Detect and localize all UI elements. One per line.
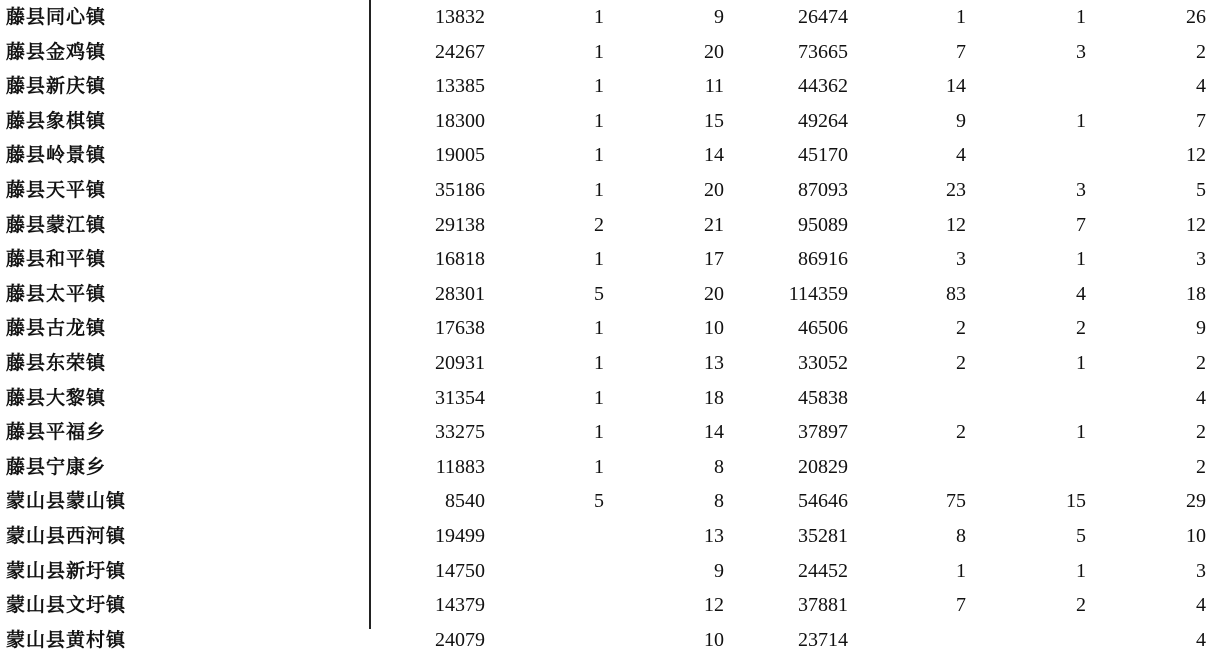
table-row bbox=[0, 588, 1210, 622]
value-cell-col5: 7 bbox=[956, 40, 966, 63]
value-cell-col1: 14750 bbox=[435, 559, 485, 582]
value-cell-col6: 1 bbox=[1076, 248, 1086, 271]
value-cell-col1: 28301 bbox=[435, 282, 485, 305]
value-cell-col1: 13385 bbox=[435, 75, 485, 98]
town-name-cell: 藤县东荣镇 bbox=[6, 352, 107, 374]
value-cell-col7: 29 bbox=[1186, 490, 1206, 513]
value-cell-col3: 10 bbox=[704, 317, 724, 340]
value-cell-col4: 46506 bbox=[798, 317, 848, 340]
value-cell-col5: 83 bbox=[946, 282, 966, 305]
town-name-cell: 藤县金鸡镇 bbox=[6, 40, 107, 63]
value-cell-col5: 75 bbox=[946, 490, 966, 513]
value-cell-col1: 18300 bbox=[435, 109, 485, 132]
value-cell-col6: 1 bbox=[1076, 109, 1086, 132]
value-cell-col2 bbox=[540, 623, 604, 657]
value-cell-col3: 14 bbox=[704, 421, 724, 444]
value-cell-col1: 17638 bbox=[435, 317, 485, 340]
table-row bbox=[0, 311, 1210, 345]
value-cell-col4: 44362 bbox=[798, 75, 848, 98]
value-cell-col6 bbox=[1020, 138, 1086, 172]
value-cell-col2: 1 bbox=[594, 421, 604, 444]
value-cell-col2: 1 bbox=[594, 179, 604, 201]
value-cell-col2: 5 bbox=[594, 282, 604, 305]
table-row bbox=[0, 519, 1210, 553]
value-cell-col6: 1 bbox=[1076, 6, 1086, 28]
value-cell-col4: 37881 bbox=[798, 594, 848, 617]
value-cell-col6 bbox=[1020, 450, 1086, 484]
value-cell-col5: 8 bbox=[956, 525, 966, 547]
value-cell-col1: 11883 bbox=[435, 455, 485, 478]
value-cell-col1: 24079 bbox=[435, 628, 485, 651]
value-cell-col7: 4 bbox=[1196, 75, 1206, 98]
value-cell-col2: 1 bbox=[594, 248, 604, 271]
value-cell-col1: 20931 bbox=[435, 352, 485, 374]
value-cell-col7: 4 bbox=[1196, 594, 1206, 617]
value-cell-col3: 21 bbox=[704, 213, 724, 236]
value-cell-col4: 87093 bbox=[798, 179, 848, 201]
value-cell-col4: 73665 bbox=[798, 40, 848, 63]
value-cell-col5: 7 bbox=[956, 594, 966, 617]
town-name-cell: 藤县大黎镇 bbox=[6, 386, 107, 409]
value-cell-col1: 13832 bbox=[435, 6, 485, 28]
table-row bbox=[0, 208, 1210, 242]
value-cell-col5: 1 bbox=[956, 559, 966, 582]
value-cell-col5 bbox=[900, 450, 966, 484]
value-cell-col7: 4 bbox=[1196, 386, 1206, 409]
value-cell-col5: 2 bbox=[956, 352, 966, 374]
value-cell-col3: 18 bbox=[704, 386, 724, 409]
value-cell-col3: 20 bbox=[704, 179, 724, 201]
town-name-cell: 藤县古龙镇 bbox=[6, 317, 107, 340]
value-cell-col6 bbox=[1020, 381, 1086, 415]
value-cell-col6 bbox=[1020, 69, 1086, 103]
value-cell-col4: 45170 bbox=[798, 144, 848, 167]
value-cell-col4: 26474 bbox=[798, 6, 848, 28]
value-cell-col2: 1 bbox=[594, 144, 604, 167]
town-name-cell: 藤县蒙江镇 bbox=[6, 213, 107, 236]
value-cell-col5: 2 bbox=[956, 317, 966, 340]
value-cell-col6: 3 bbox=[1076, 40, 1086, 63]
value-cell-col1: 8540 bbox=[445, 490, 485, 513]
value-cell-col5: 1 bbox=[956, 6, 966, 28]
value-cell-col1: 35186 bbox=[435, 179, 485, 201]
value-cell-col6: 1 bbox=[1076, 559, 1086, 582]
value-cell-col6: 15 bbox=[1066, 490, 1086, 513]
value-cell-col7: 2 bbox=[1196, 421, 1206, 444]
value-cell-col2: 2 bbox=[594, 213, 604, 236]
value-cell-col4: 24452 bbox=[798, 559, 848, 582]
value-cell-col2 bbox=[540, 519, 604, 553]
value-cell-col4: 49264 bbox=[798, 109, 848, 132]
table-row bbox=[0, 415, 1210, 449]
value-cell-col2: 5 bbox=[594, 490, 604, 513]
value-cell-col2 bbox=[540, 588, 604, 622]
value-cell-col6: 1 bbox=[1076, 421, 1086, 444]
value-cell-col1: 33275 bbox=[435, 421, 485, 444]
table-row bbox=[0, 381, 1210, 415]
value-cell-col7: 18 bbox=[1186, 282, 1206, 305]
value-cell-col6: 4 bbox=[1076, 282, 1086, 305]
value-cell-col4: 54646 bbox=[798, 490, 848, 513]
table-row bbox=[0, 484, 1210, 518]
value-cell-col1: 29138 bbox=[435, 213, 485, 236]
value-cell-col6: 7 bbox=[1076, 213, 1086, 236]
value-cell-col7: 10 bbox=[1186, 525, 1206, 547]
value-cell-col4: 23714 bbox=[798, 628, 848, 651]
table-row bbox=[0, 277, 1210, 311]
value-cell-col6 bbox=[1020, 623, 1086, 657]
value-cell-col5: 23 bbox=[946, 179, 966, 201]
value-cell-col3: 14 bbox=[704, 144, 724, 167]
value-cell-col7: 12 bbox=[1186, 213, 1206, 236]
value-cell-col4: 45838 bbox=[798, 386, 848, 409]
value-cell-col2: 1 bbox=[594, 40, 604, 63]
table-row bbox=[0, 554, 1210, 588]
value-cell-col7: 2 bbox=[1196, 352, 1206, 374]
value-cell-col3: 10 bbox=[704, 628, 724, 651]
value-cell-col5 bbox=[900, 623, 966, 657]
value-cell-col5 bbox=[900, 381, 966, 415]
value-cell-col5: 2 bbox=[956, 421, 966, 444]
value-cell-col3: 8 bbox=[714, 490, 724, 513]
town-name-cell: 蒙山县西河镇 bbox=[6, 525, 127, 547]
town-name-cell: 藤县太平镇 bbox=[6, 282, 107, 305]
value-cell-col7: 12 bbox=[1186, 144, 1206, 167]
value-cell-col7: 3 bbox=[1196, 559, 1206, 582]
value-cell-col3: 13 bbox=[704, 352, 724, 374]
town-name-cell: 藤县岭景镇 bbox=[6, 144, 107, 167]
value-cell-col3: 9 bbox=[714, 6, 724, 28]
value-cell-col4: 33052 bbox=[798, 352, 848, 374]
value-cell-col3: 8 bbox=[714, 455, 724, 478]
value-cell-col3: 13 bbox=[704, 525, 724, 547]
value-cell-col2: 1 bbox=[594, 317, 604, 340]
value-cell-col5: 3 bbox=[956, 248, 966, 271]
table-row bbox=[0, 450, 1210, 484]
value-cell-col5: 4 bbox=[956, 144, 966, 167]
table-row bbox=[0, 104, 1210, 138]
value-cell-col6: 2 bbox=[1076, 594, 1086, 617]
town-name-cell: 藤县象棋镇 bbox=[6, 109, 107, 132]
table-row bbox=[0, 69, 1210, 103]
value-cell-col5: 14 bbox=[946, 75, 966, 98]
table-row bbox=[0, 623, 1210, 657]
value-cell-col6: 3 bbox=[1076, 179, 1086, 201]
value-cell-col2: 1 bbox=[594, 75, 604, 98]
value-cell-col2 bbox=[540, 554, 604, 588]
value-cell-col4: 37897 bbox=[798, 421, 848, 444]
value-cell-col2: 1 bbox=[594, 109, 604, 132]
town-name-cell: 藤县平福乡 bbox=[6, 421, 107, 444]
value-cell-col7: 26 bbox=[1186, 6, 1206, 28]
value-cell-col1: 24267 bbox=[435, 40, 485, 63]
value-cell-col3: 20 bbox=[704, 40, 724, 63]
town-name-cell: 蒙山县黄村镇 bbox=[6, 628, 127, 651]
town-name-cell: 藤县宁康乡 bbox=[6, 455, 107, 478]
value-cell-col1: 19005 bbox=[435, 144, 485, 167]
value-cell-col6: 1 bbox=[1076, 352, 1086, 374]
value-cell-col5: 9 bbox=[956, 109, 966, 132]
value-cell-col7: 4 bbox=[1196, 628, 1206, 651]
value-cell-col4: 20829 bbox=[798, 455, 848, 478]
value-cell-col1: 16818 bbox=[435, 248, 485, 271]
value-cell-col7: 3 bbox=[1196, 248, 1206, 271]
value-cell-col6: 2 bbox=[1076, 317, 1086, 340]
town-name-cell: 藤县同心镇 bbox=[6, 6, 107, 28]
town-name-cell: 藤县新庆镇 bbox=[6, 75, 107, 98]
table-row bbox=[0, 173, 1210, 207]
value-cell-col4: 114359 bbox=[788, 282, 848, 305]
value-cell-col3: 12 bbox=[704, 594, 724, 617]
value-cell-col4: 95089 bbox=[798, 213, 848, 236]
value-cell-col3: 11 bbox=[704, 75, 724, 98]
value-cell-col4: 86916 bbox=[798, 248, 848, 271]
value-cell-col7: 2 bbox=[1196, 455, 1206, 478]
table-row bbox=[0, 35, 1210, 69]
value-cell-col3: 15 bbox=[704, 109, 724, 132]
value-cell-col1: 14379 bbox=[435, 594, 485, 617]
value-cell-col2: 1 bbox=[594, 455, 604, 478]
table-row bbox=[0, 0, 1210, 34]
town-name-cell: 藤县和平镇 bbox=[6, 248, 107, 271]
town-name-cell: 蒙山县文圩镇 bbox=[6, 594, 127, 617]
town-name-cell: 藤县天平镇 bbox=[6, 179, 107, 201]
table-row bbox=[0, 242, 1210, 276]
value-cell-col7: 9 bbox=[1196, 317, 1206, 340]
value-cell-col7: 5 bbox=[1196, 179, 1206, 201]
value-cell-col1: 19499 bbox=[435, 525, 485, 547]
value-cell-col3: 9 bbox=[714, 559, 724, 582]
town-name-cell: 蒙山县新圩镇 bbox=[6, 559, 127, 582]
value-cell-col6: 5 bbox=[1076, 525, 1086, 547]
value-cell-col1: 31354 bbox=[435, 386, 485, 409]
town-name-cell: 蒙山县蒙山镇 bbox=[6, 490, 127, 513]
table-row bbox=[0, 138, 1210, 172]
value-cell-col7: 2 bbox=[1196, 40, 1206, 63]
value-cell-col2: 1 bbox=[594, 386, 604, 409]
table-row bbox=[0, 346, 1210, 380]
value-cell-col3: 17 bbox=[704, 248, 724, 271]
value-cell-col7: 7 bbox=[1196, 109, 1206, 132]
value-cell-col4: 35281 bbox=[798, 525, 848, 547]
value-cell-col3: 20 bbox=[704, 282, 724, 305]
value-cell-col2: 1 bbox=[594, 352, 604, 374]
value-cell-col2: 1 bbox=[594, 6, 604, 28]
value-cell-col5: 12 bbox=[946, 213, 966, 236]
